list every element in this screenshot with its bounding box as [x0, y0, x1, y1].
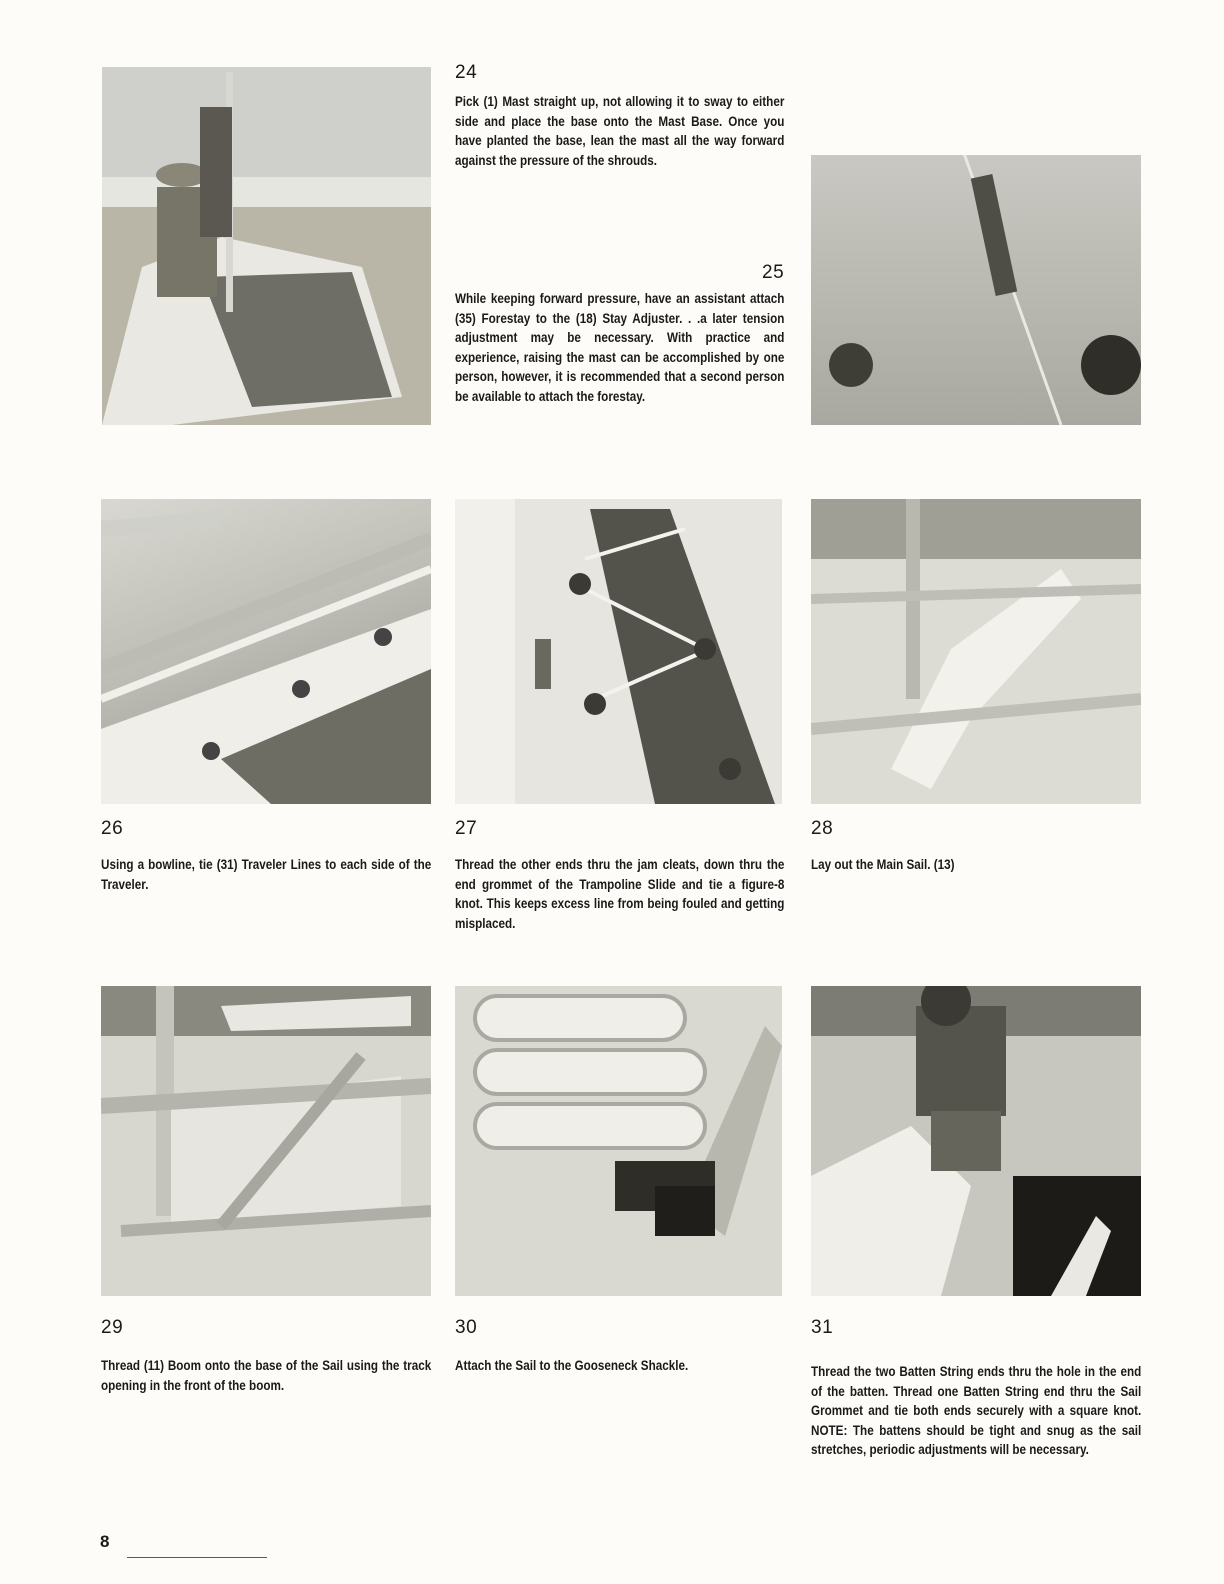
step-30-text: Attach the Sail to the Gooseneck Shackle.: [455, 1358, 689, 1373]
step-28-text: Lay out the Main Sail. (13): [811, 857, 955, 872]
step-25-text: While keeping forward pressure, have an assistant attach (35) Forestay to the (18) Stay Adjuster. . .a later tension adjustment may be necessary. With practice and experience, raising the mast can be accomplished by one person, however, it is recommended that a second person be available to attach the forestay.: [455, 291, 785, 404]
step-31-number: 31: [811, 1317, 834, 1338]
photo-mast-raising: [102, 67, 431, 425]
step-29-number: 29: [101, 1317, 124, 1338]
page-number: 8: [100, 1532, 110, 1551]
photo-batten-strings: [811, 986, 1141, 1296]
step-29-text: Thread (11) Boom onto the base of the Sail using the track opening in the front of the boom.: [101, 1358, 432, 1393]
photo-stay-adjuster: [811, 155, 1141, 425]
step-26-number: 26: [101, 818, 124, 839]
step-27-number: 27: [455, 818, 478, 839]
step-26-text: Using a bowline, tie (31) Traveler Lines to each side of the Traveler.: [101, 857, 432, 892]
step-24-text: Pick (1) Mast straight up, not allowing it to sway to either side and place the base onto the Mast Base. Once you have planted the base, lean the mast all the way forward against the pressure of the shrouds.: [455, 94, 785, 168]
footer-rule: [127, 1557, 267, 1558]
step-30-number: 30: [455, 1317, 478, 1338]
photo-traveler-lines: [101, 499, 431, 804]
photo-gooseneck-shackle: [455, 986, 782, 1296]
photo-boom-on-sail: [101, 986, 431, 1296]
photo-main-sail-laid-out: [811, 499, 1141, 804]
step-27-text: Thread the other ends thru the jam cleats, down thru the end grommet of the Trampoline Slide and tie a figure-8 knot. This keeps excess line from being fouled and getting misplaced.: [455, 857, 785, 931]
photo-jam-cleats: [455, 499, 782, 804]
step-25-number: 25: [762, 262, 785, 283]
step-28-number: 28: [811, 818, 834, 839]
step-24-number: 24: [455, 62, 478, 83]
step-31-text: Thread the two Batten String ends thru the hole in the end of the batten. Thread one Batten String end thru the Sail Grommet and tie both ends securely with a square knot. NOTE: The battens should be tight and snug as the sail stretches, periodic adjustments will be necessary.: [811, 1364, 1142, 1457]
